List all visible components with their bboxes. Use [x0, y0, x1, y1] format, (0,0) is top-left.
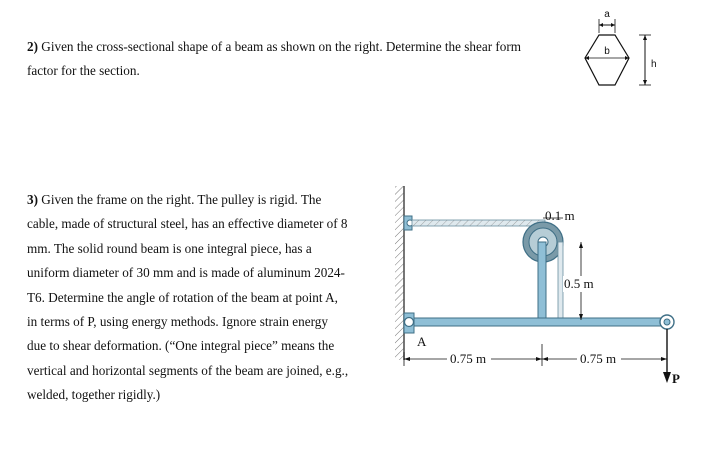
dim-a-arrow-left	[599, 23, 603, 27]
label-b: b	[604, 46, 610, 57]
problem-2-line-1-text: Given the cross-sectional shape of a beam as shown on the right. Determine the shear form	[41, 39, 522, 54]
problem-3-number: 3)	[27, 192, 38, 207]
problem-3-line-5: T6. Determine the angle of rotation of the beam at point A,	[27, 289, 338, 305]
dim-right-label: 0.75 m	[580, 351, 617, 366]
problem-2-text	[27, 35, 521, 84]
dim-0-1-label: 0.1 m	[545, 208, 575, 223]
problem-3-line-2: cable, made of structural steel, has an effective diameter of 8	[27, 216, 348, 232]
cable-vertical	[558, 242, 563, 322]
beam-end-eye-inner	[664, 319, 670, 325]
problem-2-line-1	[27, 35, 521, 59]
cross-section-figure	[585, 5, 685, 105]
hexagon-section	[585, 35, 629, 85]
load-arrow-head	[663, 372, 671, 383]
problem-3-line-4: uniform diameter of 30 mm and is made of aluminum 2024-	[27, 265, 345, 281]
label-h: h	[651, 59, 657, 70]
dim-right-arrow-start	[542, 357, 548, 361]
cable-hatching	[412, 220, 545, 226]
problem-3-line-9: welded, together rigidly.)	[27, 387, 161, 403]
dim-left-arrow-end	[536, 357, 542, 361]
problem-3-line-3: mm. The solid round beam is one integral piece, has a	[27, 240, 312, 256]
problem-3-line-7: due to shear deformation. (“One integral piece” means the	[27, 338, 335, 354]
dim-h-arrow-top	[643, 35, 647, 40]
problem-3-line-6: in terms of P, using energy methods. Ignore strain energy	[27, 314, 328, 330]
frame-figure	[395, 180, 695, 410]
problem-3-line-1-text: Given the frame on the right. The pulley is rigid. The	[41, 192, 322, 207]
dim-0-5-arrow-top	[579, 242, 583, 248]
pin-a	[405, 318, 414, 327]
dim-left-label: 0.75 m	[450, 351, 487, 366]
problem-2-line-2: factor for the section.	[27, 63, 140, 79]
problem-3-line-1	[27, 188, 348, 212]
point-a-label: A	[417, 334, 427, 349]
label-a: a	[604, 9, 610, 20]
dim-left-arrow-start	[404, 357, 410, 361]
beam-vertical	[538, 242, 546, 326]
problem-3-text	[27, 188, 348, 408]
wall-hatching	[395, 186, 404, 360]
dim-a-arrow-right	[611, 23, 615, 27]
dim-h-arrow-bottom	[643, 80, 647, 85]
beam-horizontal	[412, 318, 665, 326]
problem-3-line-8: vertical and horizontal segments of the beam are joined, e.g.,	[27, 362, 349, 378]
problem-2-number: 2)	[27, 39, 38, 54]
load-label: P	[672, 371, 680, 386]
dim-right-arrow-end	[661, 357, 667, 361]
dim-0-5-label: 0.5 m	[564, 276, 594, 291]
